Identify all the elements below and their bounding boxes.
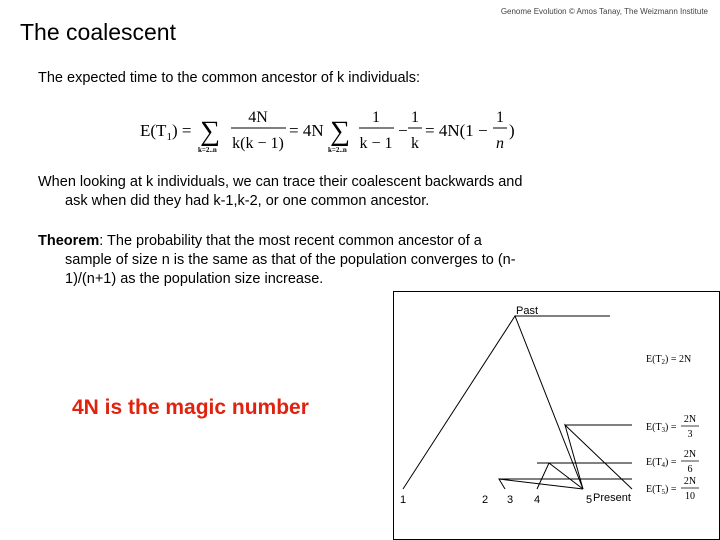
magic-number-callout: 4N is the magic number [72,396,309,419]
slide-credit: Genome Evolution © Amos Tanay, The Weizmann Institute [500,7,708,16]
svg-text:E(T5) =: $E(T_5)$ = [646,484,677,496]
formula-eq3: = 4N(1 − [425,121,488,140]
annotation-t2: $E(T_2) = 2N$ [646,354,692,366]
leaf-label-1: 1 [399,494,407,506]
coalescent-tree-diagram [393,291,720,540]
frac2-denominator-2: k [411,135,419,152]
frac3-denominator: n [496,135,504,152]
theorem-label: Theorem [38,233,100,249]
theorem-paragraph [38,232,608,289]
svg-text:E(T3) =: $E(T_3)$ = [646,422,677,434]
formula-close: ) [509,121,515,140]
formula-lhs: $E(T_1)$ = [140,121,192,143]
slide-title: The coalescent [20,19,176,45]
frac2-denominator-1: k − 1 [359,135,393,152]
expected-time-formula [138,106,528,156]
frac2-numerator-2: 1 [411,109,419,126]
svg-text:2N: 2N [683,476,697,487]
leaf-label-3: 3 [506,494,514,506]
frac3-numerator: 1 [496,109,504,126]
svg-text:10: 10 [685,491,695,502]
frac1-numerator: 4N [248,109,268,126]
theorem-line-3: 1)/(n+1) as the population size increase. [65,271,324,287]
diagram-frame [394,292,720,540]
leaf-label-4: 4 [533,494,541,506]
past-label: Past [515,305,539,317]
leaf-label-5: 5 [585,494,593,506]
formula-eq2: = 4N [289,121,324,140]
formula-minus: − [398,121,408,140]
svg-text:E(T4) =: $E(T_4)$ = [646,457,677,469]
frac1-denominator: k(k − 1) [232,135,284,152]
sum-lower-2: k=2..n [328,146,347,154]
sum-symbol-2: ∑ [330,116,350,147]
svg-text:6: 6 [687,464,693,475]
sum-lower-1: k=2..n [198,146,217,154]
sum-symbol-1: ∑ [200,116,220,147]
coalescent-paragraph [38,173,598,211]
paragraph-line-2: ask when did they had k-1,k-2, or one common ancestor. [65,193,430,209]
intro-text: The expected time to the common ancestor of k individuals: [38,70,421,86]
frac2-numerator-1: 1 [372,109,380,126]
paragraph-line-1: When looking at k individuals, we can trace their coalescent backwards and [38,174,523,190]
svg-text:2N: 2N [683,449,697,460]
leaf-label-2: 2 [481,494,489,506]
svg-text:2N: 2N [683,414,697,425]
theorem-line-1: Theorem: The probability that the most recent common ancestor of a [38,233,482,249]
present-label: Present [593,492,631,504]
theorem-line-2: sample of size n is the same as that of the population converges to (n- [65,252,516,268]
svg-text:3: 3 [687,429,693,440]
